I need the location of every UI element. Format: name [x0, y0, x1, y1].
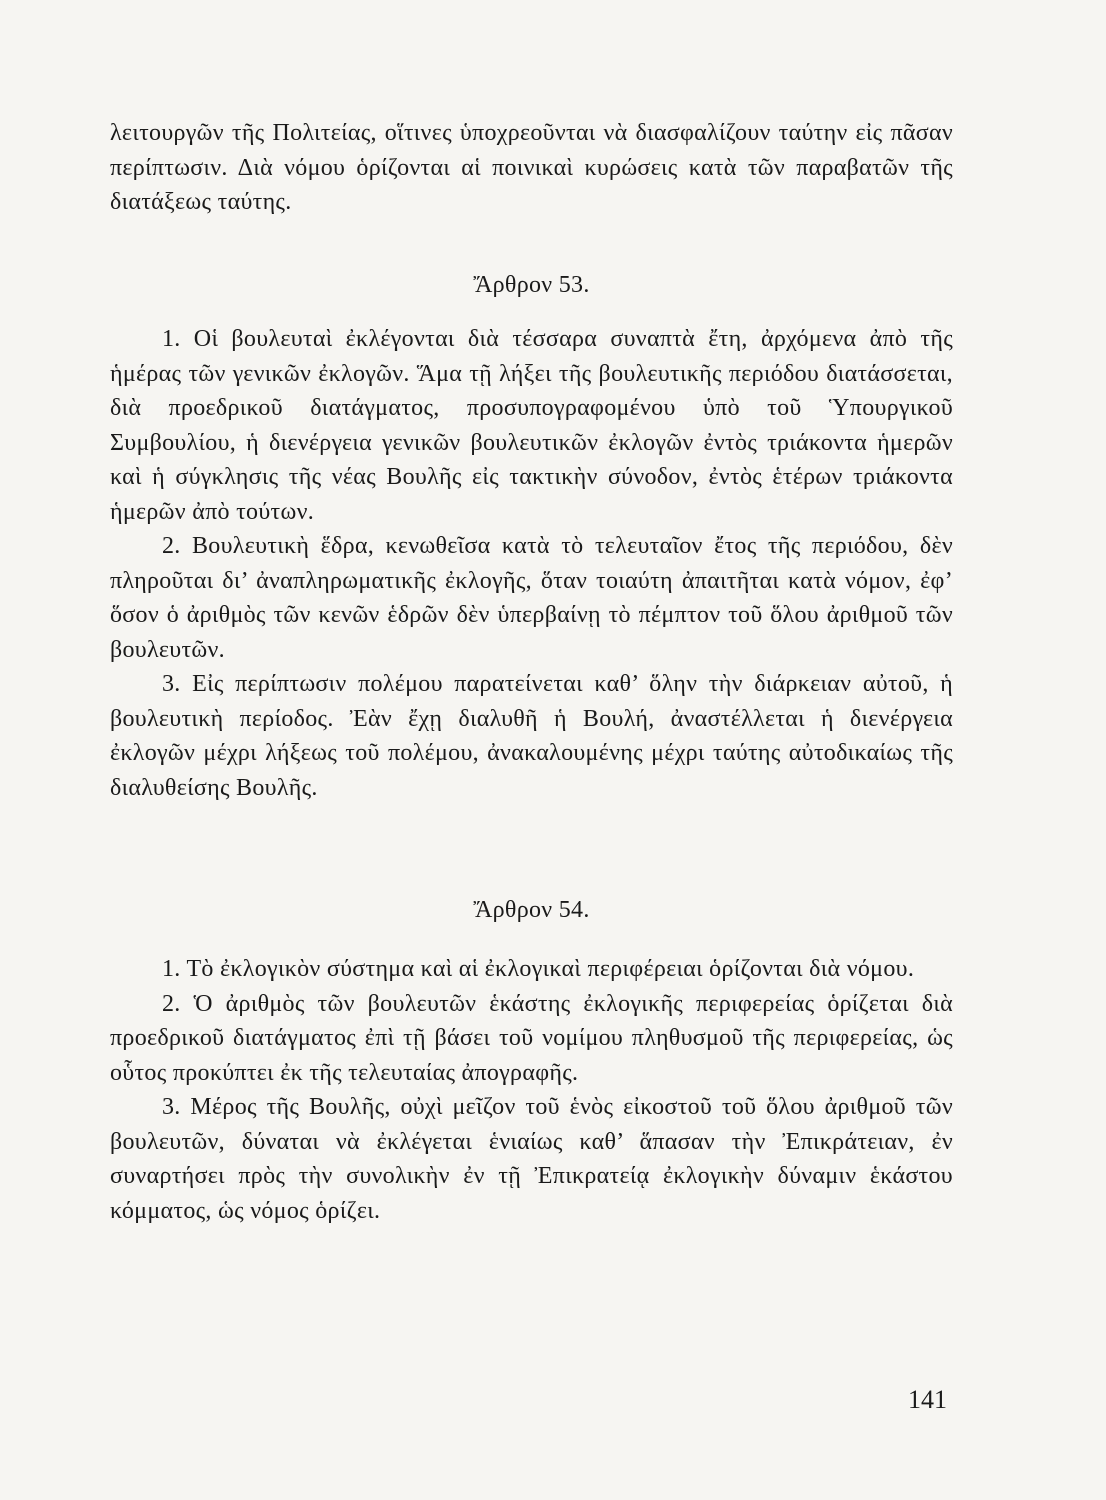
article-54-body — [110, 952, 953, 1228]
article-54-paragraph-1: 1. Τὸ ἐκλογικὸν σύστημα καὶ αἱ ἐκλογικαὶ περιφέρειαι ὁρίζονται διὰ νόμου. — [162, 956, 915, 982]
article-53-body — [110, 322, 953, 805]
intro-block — [110, 116, 953, 220]
article-54-paragraph-2: 2. Ὁ ἀριθμὸς τῶν βουλευτῶν ἑκάστης ἐκλογικῆς περιφερείας ὁρίζεται διὰ προεδρικοῦ διατάγματος ἐπὶ τῇ βάσει τοῦ νομίμου πληθυσμοῦ τῆς περιφερείας, ὡς οὗτος προκύπτει ἐκ τῆς τελευταίας ἀπογραφῆς. — [110, 990, 953, 1086]
article-53-heading: Ἄρθρον 53. — [473, 272, 590, 298]
article-54-paragraph-3: 3. Μέρος τῆς Βουλῆς, οὐχὶ μεῖζον τοῦ ἑνὸς εἰκοστοῦ τοῦ ὅλου ἀριθμοῦ τῶν βουλευτῶν, δύναται νὰ ἐκλέγεται ἑνιαίως καθ’ ἅπασαν τὴν Ἐπικράτειαν, ἐν συναρτήσει πρὸς τὴν συνολικὴν ἐν τῇ Ἐπικρατείᾳ ἐκλογικὴν δύναμιν ἑκάστου κόμματος, ὡς νόμος ὁρίζει. — [110, 1094, 953, 1224]
article-54 — [110, 893, 953, 928]
article-53-paragraph-2: 2. Βουλευτικὴ ἕδρα, κενωθεῖσα κατὰ τὸ τελευταῖον ἔτος τῆς περιόδου, δὲν πληροῦται δι’ ἀναπληρωματικῆς ἐκλογῆς, ὅταν τοιαύτη ἀπαιτῆται κατὰ νόμον, ἐφ’ ὅσον ὁ ἀριθμὸς τῶν κενῶν ἑδρῶν δὲν ὑπερβαίνῃ τὸ πέμπτον τοῦ ὅλου ἀριθμοῦ τῶν βουλευτῶν. — [110, 533, 953, 663]
article-53 — [110, 268, 953, 303]
intro-paragraph: λειτουργῶν τῆς Πολιτείας, οἵτινες ὑποχρεοῦνται νὰ διασφαλίζουν ταύτην εἰς πᾶσαν περίπτωσιν. Διὰ νόμου ὁρίζονται αἱ ποινικαὶ κυρώσεις κατὰ τῶν παραβατῶν τῆς διατάξεως ταύτης. — [110, 120, 953, 215]
article-54-heading: Ἄρθρον 54. — [473, 897, 590, 923]
article-53-paragraph-3: 3. Εἰς περίπτωσιν πολέμου παρατείνεται καθ’ ὅλην τὴν διάρκειαν αὐτοῦ, ἡ βουλευτικὴ περίοδος. Ἐὰν ἔχῃ διαλυθῆ ἡ Βουλή, ἀναστέλλεται ἡ διενέργεια ἐκλογῶν μέχρι λήξεως τοῦ πολέμου, ἀνακαλουμένης μέχρι ταύτης αὐτοδικαίως τῆς διαλυθείσης Βουλῆς. — [110, 671, 953, 801]
page-number: 141 — [908, 1385, 947, 1414]
article-53-paragraph-1: 1. Οἱ βουλευταὶ ἐκλέγονται διὰ τέσσαρα συναπτὰ ἔτη, ἀρχόμενα ἀπὸ τῆς ἡμέρας τῶν γενικῶν ἐκλογῶν. Ἅμα τῇ λήξει τῆς βουλευτικῆς περιόδου διατάσσεται, διὰ προεδρικοῦ διατάγματος, προσυπογραφομένου ὑπὸ τοῦ Ὑπουργικοῦ Συμβουλίου, ἡ διενέργεια γενικῶν βουλευτικῶν ἐκλογῶν ἐντὸς τριάκοντα ἡμερῶν καὶ ἡ σύγκλησις τῆς νέας Βουλῆς εἰς τακτικὴν σύνοδον, ἐντὸς ἑτέρων τριάκοντα ἡμερῶν ἀπὸ τούτων. — [110, 326, 953, 525]
